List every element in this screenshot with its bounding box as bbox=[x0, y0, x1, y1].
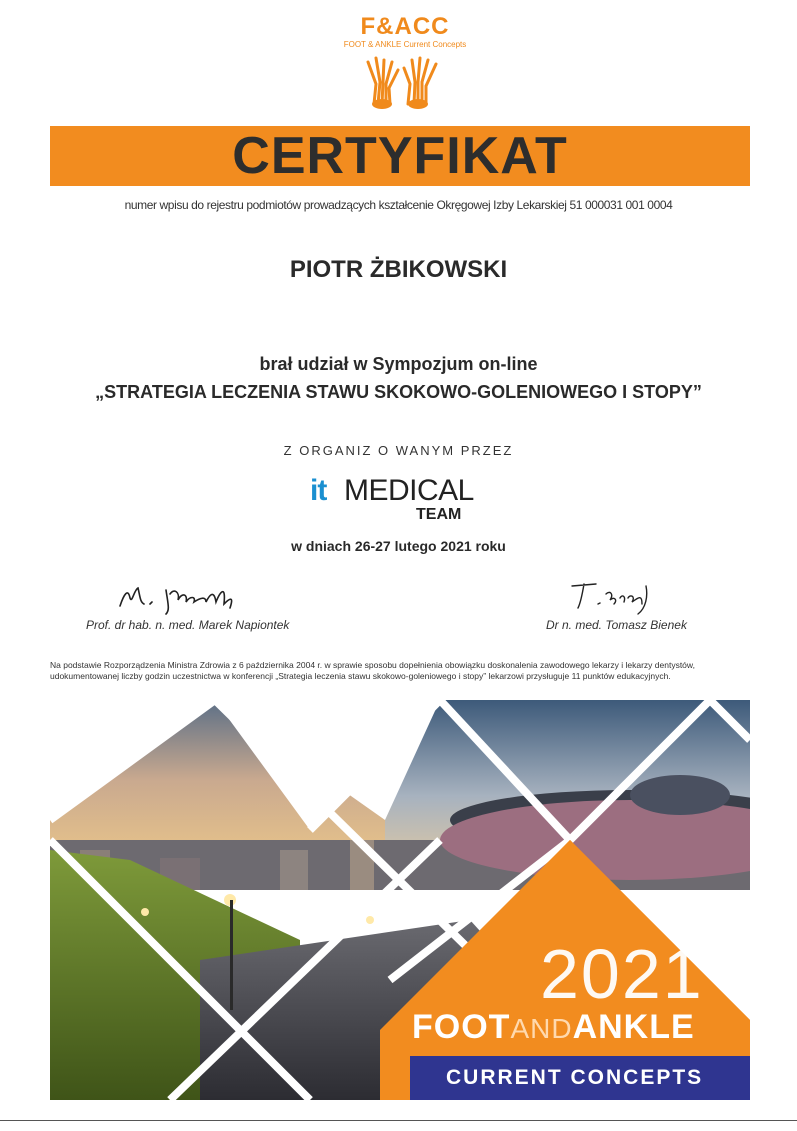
logo-subtitle: FOOT & ANKLE Current Concepts bbox=[343, 40, 467, 49]
certificate-banner bbox=[50, 126, 750, 186]
signatory-right-name: Dr n. med. Tomasz Bienek bbox=[546, 618, 687, 632]
recipient-name: PIOTR ŻBIKOWSKI bbox=[289, 256, 508, 283]
poster-and: AND bbox=[510, 1013, 573, 1044]
signature-right bbox=[520, 574, 740, 632]
bottom-rule bbox=[0, 1120, 797, 1121]
poster-foot-and-ankle bbox=[412, 1008, 695, 1047]
itmedical-team: TEAM bbox=[416, 506, 462, 523]
legal-note: Na podstawie Rozporządzenia Ministra Zdrowia z 6 października 2004 r. w sprawie sposobu dopełnienia obowiązku doskonalenia zawodowego lekarzy i lekarzy dentystów, udokumentowanej liczby godzin uczestnictwa w konferencji „Strategia leczenia stawu skokowo-goleniowego i stopy” lekarzowi przysługuje 11 punktów edukacyjnych. bbox=[50, 660, 695, 681]
poster-current-concepts: CURRENT CONCEPTS bbox=[446, 1066, 704, 1089]
itmedical-logo bbox=[310, 474, 500, 526]
organized-by-label: Z ORGANIZ O WANYM PRZEZ bbox=[283, 443, 514, 458]
itmedical-main: MEDICAL bbox=[344, 474, 474, 507]
itmedical-prefix: it bbox=[310, 474, 327, 507]
facc-logo bbox=[330, 14, 480, 114]
handwritten-signature-right bbox=[520, 574, 700, 616]
poster-ankle: ANKLE bbox=[572, 1008, 695, 1046]
registry-number: numer wpisu do rejestru podmiotów prowadzących kształcenie Okręgowej Izby Lekarskiej 51 000031 001 0004 bbox=[124, 198, 673, 212]
poster-foot: FOOT bbox=[412, 1008, 511, 1046]
signature-left bbox=[70, 574, 320, 632]
event-title: „STRATEGIA LECZENIA STAWU SKOKOWO-GOLENIOWEGO I STOPY” bbox=[95, 382, 702, 402]
participation-text: brał udział w Sympozjum on-line bbox=[259, 354, 538, 374]
certificate-title: CERTYFIKAT bbox=[232, 127, 568, 185]
foot-bones-icon bbox=[360, 54, 450, 110]
poster-year: 2021 bbox=[540, 935, 704, 1013]
event-dates: w dniach 26-27 lutego 2021 roku bbox=[291, 538, 506, 554]
signatory-left-name: Prof. dr hab. n. med. Marek Napiontek bbox=[86, 618, 290, 632]
handwritten-signature-left bbox=[70, 574, 250, 616]
logo-title: F&ACC bbox=[360, 13, 450, 40]
